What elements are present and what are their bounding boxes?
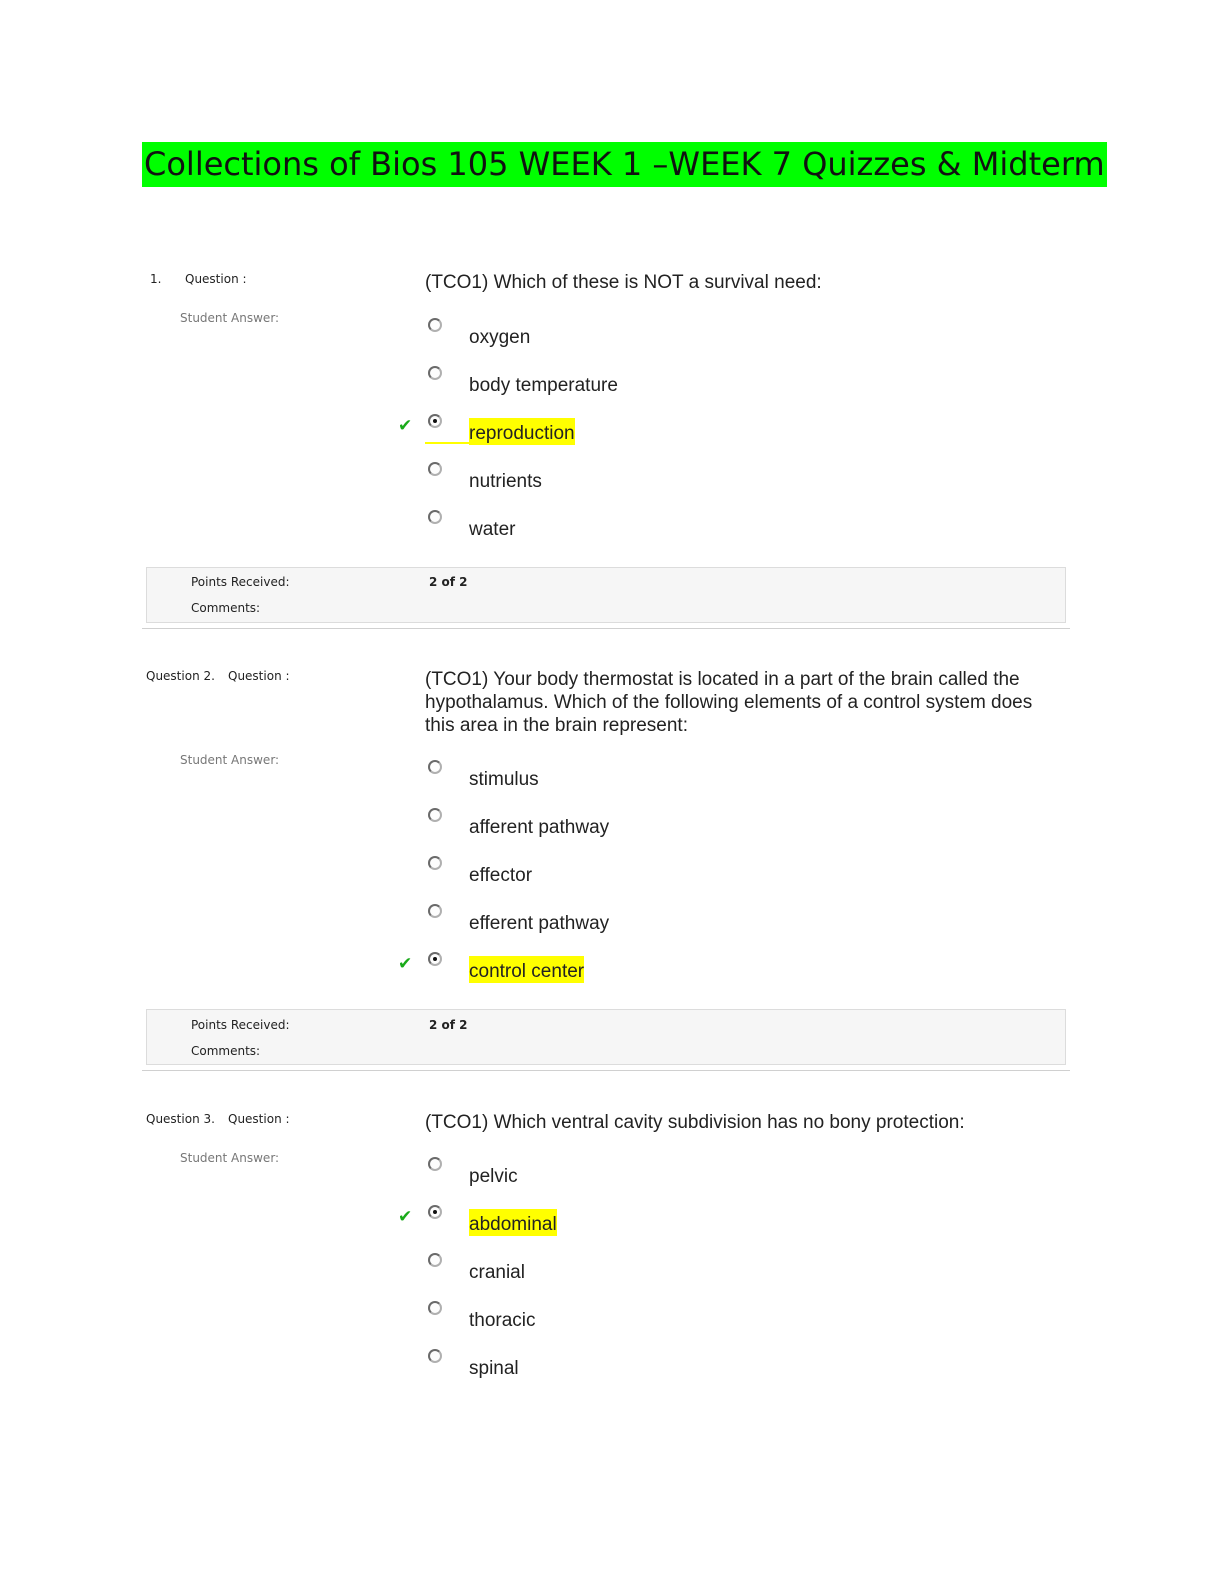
option-label: cranial: [469, 1262, 525, 1283]
option-label-highlighted: reproduction: [469, 418, 575, 445]
radio-button[interactable]: [428, 462, 442, 476]
answer-option[interactable]: [0, 318, 1224, 358]
points-received-label: Points Received:: [191, 575, 290, 589]
question-label: Question :: [185, 272, 247, 286]
question-label: Question :: [228, 669, 290, 683]
answer-option[interactable]: [0, 1253, 1224, 1293]
radio-button[interactable]: [428, 1157, 442, 1171]
checkmark-icon: ✔: [398, 416, 413, 436]
answer-option[interactable]: [0, 808, 1224, 848]
question-text: (TCO1) Your body thermostat is located in a part of the brain called the hypothalamus. Which of the following elements of a control system does this area in the brain represent:: [425, 669, 1033, 736]
option-label: stimulus: [469, 769, 539, 790]
radio-button-selected[interactable]: [428, 952, 442, 966]
question-text: (TCO1) Which of these is NOT a survival need:: [425, 272, 822, 293]
answer-option[interactable]: [0, 1301, 1224, 1341]
student-answer-label: Student Answer:: [180, 753, 280, 767]
answer-option[interactable]: [0, 856, 1224, 896]
divider: [142, 1070, 1070, 1071]
answer-option[interactable]: [0, 1349, 1224, 1389]
comments-label: Comments:: [191, 1044, 261, 1058]
option-label: nutrients: [469, 471, 542, 492]
question-number: Question 3.: [146, 1112, 215, 1126]
option-label: effector: [469, 865, 533, 886]
option-label: thoracic: [469, 1310, 536, 1331]
answer-option-selected[interactable]: [0, 414, 1224, 454]
answer-option[interactable]: [0, 760, 1224, 800]
radio-button-selected[interactable]: [428, 414, 442, 428]
question-label: Question :: [228, 1112, 290, 1126]
checkmark-icon: ✔: [398, 1207, 413, 1227]
comments-label: Comments:: [191, 601, 261, 615]
radio-button-selected[interactable]: [428, 1205, 442, 1219]
radio-button[interactable]: [428, 904, 442, 918]
points-panel: [146, 567, 1066, 623]
option-label: efferent pathway: [469, 913, 610, 934]
option-label: oxygen: [469, 327, 531, 348]
option-label: pelvic: [469, 1166, 518, 1187]
student-answer-label: Student Answer:: [180, 311, 280, 325]
option-label: water: [469, 519, 516, 540]
checkmark-icon: ✔: [398, 954, 413, 974]
answer-option[interactable]: [0, 904, 1224, 944]
radio-button[interactable]: [428, 1349, 442, 1363]
answer-option[interactable]: [0, 366, 1224, 406]
option-label: body temperature: [469, 375, 618, 396]
radio-button[interactable]: [428, 856, 442, 870]
option-label: afferent pathway: [469, 817, 610, 838]
points-value: 2 of 2: [429, 575, 468, 589]
radio-button[interactable]: [428, 760, 442, 774]
answer-option[interactable]: [0, 462, 1224, 502]
answer-option[interactable]: [0, 1157, 1224, 1197]
radio-button[interactable]: [428, 808, 442, 822]
radio-button[interactable]: [428, 366, 442, 380]
points-received-label: Points Received:: [191, 1018, 290, 1032]
radio-button[interactable]: [428, 1253, 442, 1267]
question-number: Question 2.: [146, 669, 215, 683]
points-panel: [146, 1009, 1066, 1065]
answer-option[interactable]: [0, 510, 1224, 550]
radio-button[interactable]: [428, 1301, 442, 1315]
divider: [142, 628, 1070, 629]
answer-option-selected[interactable]: [0, 952, 1224, 992]
option-label-highlighted: abdominal: [469, 1209, 557, 1236]
radio-button[interactable]: [428, 318, 442, 332]
student-answer-label: Student Answer:: [180, 1151, 280, 1165]
points-value: 2 of 2: [429, 1018, 468, 1032]
highlight-underline: [425, 442, 469, 444]
answer-option-selected[interactable]: [0, 1205, 1224, 1245]
radio-button[interactable]: [428, 510, 442, 524]
question-number: 1.: [150, 272, 162, 286]
document-title: Collections of Bios 105 WEEK 1 –WEEK 7 Quizzes & Midterm: [142, 142, 1107, 187]
option-label: spinal: [469, 1358, 519, 1379]
question-text: (TCO1) Which ventral cavity subdivision has no bony protection:: [425, 1112, 965, 1133]
option-label-highlighted: control center: [469, 956, 584, 983]
